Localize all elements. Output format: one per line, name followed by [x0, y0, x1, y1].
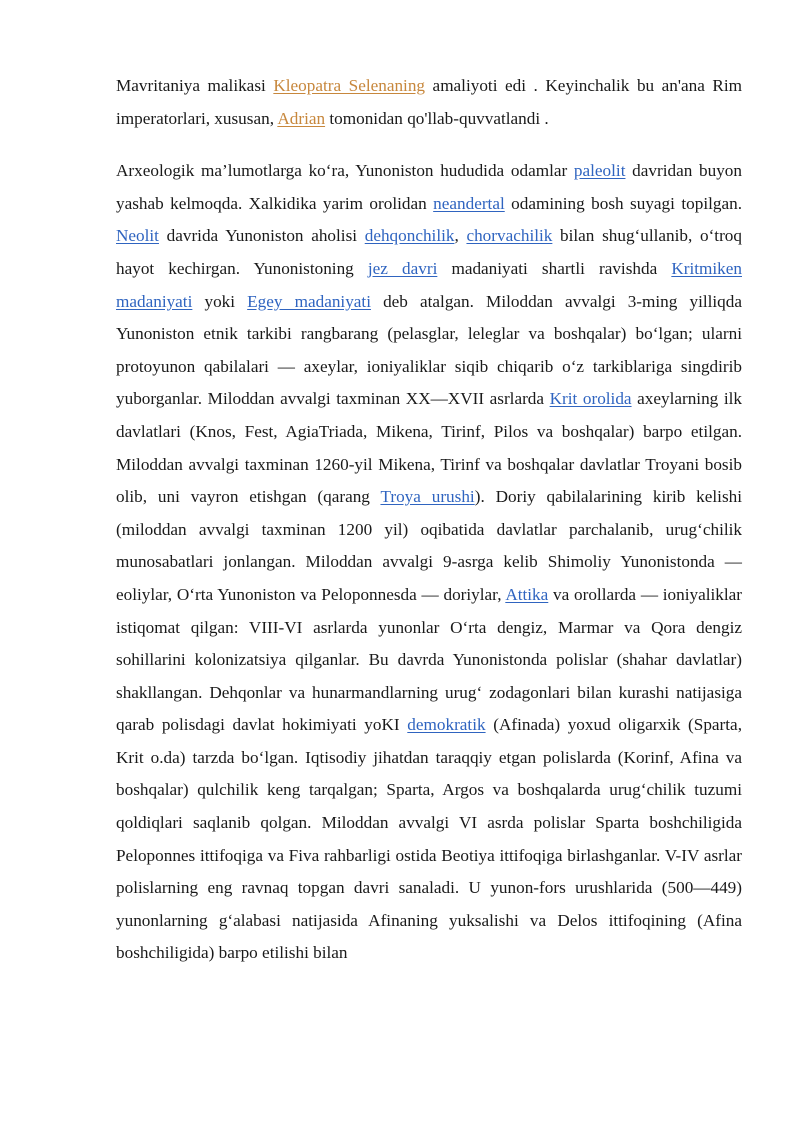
paragraph-history	[116, 155, 742, 970]
link-neolit[interactable]: Neolit	[116, 226, 159, 246]
text-segment: yoki	[192, 291, 248, 311]
text-segment: deb atalgan. Miloddan avvalgi 3-ming yilliqda Yunoniston etnik tarkibi rangbarang (pelasglar, leleglar va boshqalar) bo‘lgan; ularni protoyunon qabilalari — axeylar, ioniyaliklar siqib chiqarib o‘z tarkiblariga singdirib yuborganlar. Miloddan avvalgi taxminan XX—XVII asrlarda	[116, 291, 742, 409]
link-attika[interactable]: Attika	[505, 584, 549, 604]
text-segment: amaliyoti edi . Keyinchalik bu an'ana Rim imperatorlari, xususan,	[116, 76, 742, 128]
link-egey-madaniyati[interactable]: Egey madaniyati	[247, 291, 371, 311]
text-segment: tomonidan qo'llab-quvvatlandi .	[325, 108, 549, 128]
text-segment: (Afinada) yoxud oligarxik (Sparta, Krit o.da) tarzda bo‘lgan. Iqtisodiy jihatdan taraqqiy etgan polislarda (Korinf, Afina va boshqalar) qulchilik keng tarqalgan; Sparta, Argos va boshqalarda urug‘chilik tuzumi qoldiqlari saqlanib qolgan. Miloddan avvalgi VI asrda polislar Sparta boshchiligida Peloponnes ittifoqiga va Fiva rahbarligi ostida Beotiya ittifoqiga birlashganlar. V-IV asrlar polislarning eng ravnaq topgan davri sanaladi. U yunon-fors urushlarida (500—449) yunonlarning g‘alabasi natijasida Afinaning yuksalishi va Delos ittifoqining (Afina boshchiligida) barpo etilishi bilan	[116, 715, 742, 963]
text-segment: Mavritaniya malikasi	[116, 76, 274, 95]
link-krit-orolida[interactable]: Krit orolida	[549, 389, 632, 409]
link-chorvachilik[interactable]: chorvachilik	[466, 226, 553, 246]
text-segment: ,	[454, 226, 467, 246]
link-troya-urushi[interactable]: Troya urushi	[380, 487, 475, 507]
link-neandertal[interactable]: neandertal	[433, 193, 505, 213]
text-segment: madaniyati shartli ravishda	[437, 258, 672, 278]
text-segment: davridan buyon yashab kelmoqda. Xalkidika yarim orolidan	[116, 161, 742, 213]
link-paleolit[interactable]: paleolit	[573, 161, 626, 181]
paragraph-intro	[116, 70, 742, 135]
link-kleopatra-selena[interactable]: Kleopatra Selenaning	[273, 76, 426, 95]
text-segment: Arxeologik ma’lumotlarga ko‘ra, Yunoniston hududida odamlar	[116, 161, 574, 181]
text-segment: bilan shug‘ullanib, o‘troq hayot kechirgan. Yunonistoning	[116, 226, 742, 278]
document-page	[116, 70, 742, 970]
link-demokratik[interactable]: demokratik	[407, 715, 486, 735]
text-segment: ). Doriy qabilalarining kirib kelishi (miloddan avvalgi taxminan 1200 yil) oqibatida davlatlar parchalanib, urug‘chilik munosabatlari jonlangan. Miloddan avvalgi 9-asrga kelib Shimoliy Yunonistonda — eoliylar, O‘rta Yunoniston va Peloponnesda — doriylar,	[116, 487, 742, 604]
link-jez-davri[interactable]: jez davri	[367, 258, 438, 278]
text-segment: axeylarning ilk davlatlari (Knos, Fest, AgiaTriada, Mikena, Tirinf, Pilos va boshqalar) barpo etilgan. Miloddan avvalgi taxminan 1260-yil Mikena, Tirinf va boshqalar davlatlar Troyani bosib olib, uni vayron etishgan (qarang	[116, 389, 742, 507]
link-adrian[interactable]: Adrian	[277, 108, 326, 128]
link-kritmiken-madaniyati[interactable]: Kritmiken madaniyati	[116, 258, 742, 311]
text-segment: odamining bosh suyagi topilgan.	[504, 193, 742, 213]
text-segment: davrida Yunoniston aholisi	[158, 226, 365, 246]
link-dehqonchilik[interactable]: dehqonchilik	[364, 226, 455, 246]
text-segment: va orollarda — ioniyaliklar istiqomat qilgan: VIII-VI asrlarda yunonlar O‘rta dengiz, Marmar va Qora dengiz sohillarini kolonizatsiya qilganlar. Bu davrda Yunonistonda polislar (shahar davlatlar) shakllangan. Dehqonlar va hunarmandlarning urug‘ zodagonlari bilan kurashi natijasiga qarab polisdagi davlat hokimiyati yoKI	[116, 584, 742, 735]
